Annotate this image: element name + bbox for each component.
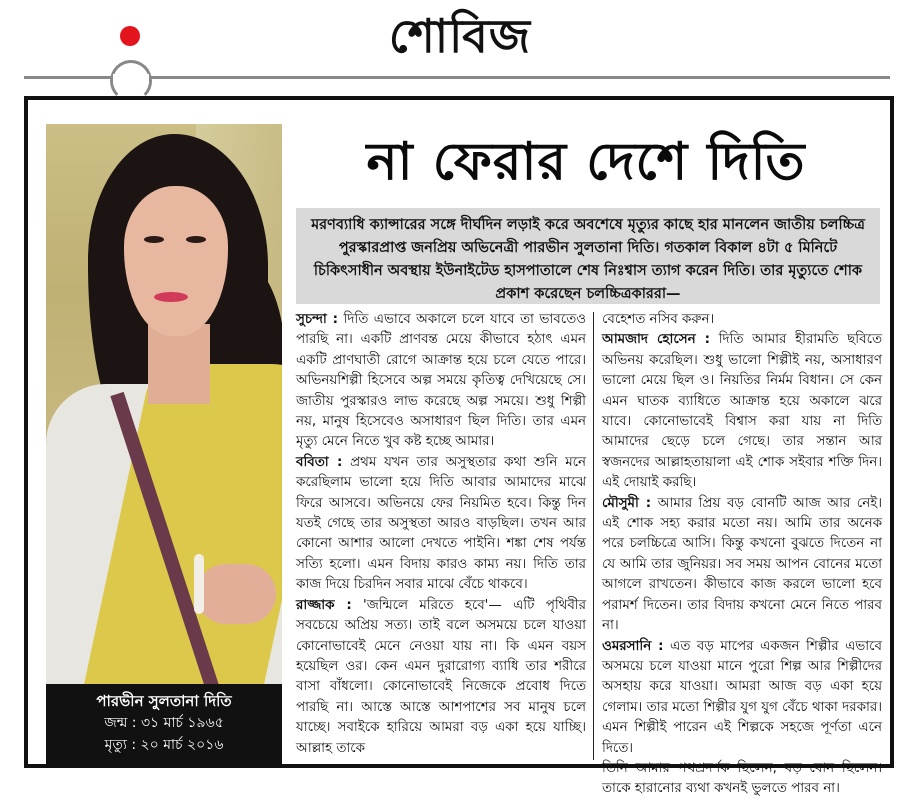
article-column-2 <box>602 310 882 800</box>
section-header <box>0 0 912 92</box>
quote-paragraph <box>602 759 882 800</box>
quote-text: বেহেশত নসিব করুন। <box>602 312 715 327</box>
quote-paragraph <box>602 494 882 637</box>
quote-text: দিতি এভাবে অকালে চলে যাবে তা ভাবতেও পারছি না। একটি প্রাণবন্ত মেয়ে কীভাবে হঠাৎ এমন একটি প্রাণঘাতী রোগে আক্রান্ত হয়ে চলে যেতে পারে। অভিনয়শিল্পী হিসেবে অল্প সময়ে কৃতিত্ব দেখিয়েছে সে। জাতীয় পুরস্কারও লাভ করেছে অল্প সময়ে। শুধু শিল্পী নয়, মানুষ হিসেবেও অসাধারণ ছিল দিতি। তার এমন মৃত্যু মেনে নিতে খুব কষ্ট হচ্ছে আমার। <box>296 312 587 450</box>
quote-text: তিনি আমার পথপ্রদর্শক ছিলেন, বড় বোন ছিলেন। তাকে হারানোর ব্যথা কখনই ভুলতে পারব না। <box>602 760 882 797</box>
quote-paragraph <box>602 637 882 759</box>
photo-caption <box>46 684 282 764</box>
red-dot-icon <box>120 26 140 46</box>
speaker-name: মৌসুমী : <box>602 495 652 511</box>
header-rule <box>24 76 890 79</box>
quote-text: প্রথম যখন তার অসুস্থতার কথা শুনি মনে করেছিলাম ভালো হয়ে দিতি আবার আমাদের মাঝে ফিরে আসবে। অভিনয়ে ফের নিয়মিত হবে। কিন্তু দিন যতই গেছে তার অসুস্থতা আরও বাড়ছিল। তখন আর কোনো আশার আলো দেখতে পাইনি। শঙ্কা শেষ পর্যন্ত সত্যি হলো। এমন বিদায় কারও কাম্য নয়। দিতি তার কাজ দিয়ে চিরদিন সবার মাঝে বেঁচে থাকবে। <box>296 454 586 593</box>
caption-name: পারভীন সুলতানা দিতি <box>96 692 232 710</box>
quote-paragraph <box>296 453 586 596</box>
speaker-name: আমজাদ হোসেন : <box>602 332 711 348</box>
article-intro: মরণব্যাধি ক্যান্সারের সঙ্গে দীর্ঘদিন লড়াই করে অবশেষে মৃত্যুর কাছে হার মানলেন জাতীয় চলচ্চিত্র পুরস্কারপ্রাপ্ত জনপ্রিয় অভিনেত্রী পারভীন সুলতানা দিতি। গতকাল বিকাল ৪টা ৫ মিনিটে চিকিৎসাধীন অবস্থায় ইউনাইটেড হাসপাতালে শেষ নিঃশ্বাস ত্যাগ করেন দিতি। তার মৃত্যুতে শোক প্রকাশ করেছেন চলচ্চিত্রকাররা— <box>296 208 880 304</box>
quote-text: দিতি আমার হীরামতি ছবিতে অভিনয় করেছিল। শুধু ভালো শিল্পীই নয়, অসাধারণ ভালো মেয়ে ছিল ও। নিয়তির নির্মম বিধান। সে কেন এমন ঘাতক ব্যাধিতে আক্রান্ত হয়ে অকালে ঝরে যাবে। কোনোভাবেই বিশ্বাস করা যায় না দিতি আমাদের ছেড়ে চলে গেছে। তার সন্তান আর স্বজনদের আল্লাহতায়ালা এই শোক সইবার শক্তি দিন। এই দোয়াই করছি। <box>602 332 882 491</box>
section-title: শোবিজ <box>388 9 532 63</box>
speaker-name: সুচন্দা : <box>296 312 338 327</box>
quote-paragraph <box>296 596 586 759</box>
article-column-1 <box>296 310 586 759</box>
quote-text: 'জন্মিলে মরিতে হবে'— এটি পৃথিবীর সবচেয়ে অপ্রিয় সত্য। তাই বলে অসময়ে চলে যাওয়া কোনোভাবেই মেনে নেওয়া যায় না। কি এমন বয়স হয়েছিল ওর। কেন এমন দুরারোগ্য ব্যাধি তার শরীরে বাসা বাঁধলো। কোনোভাবেই নিজেকে প্রবোধ দিতে পারছি না। আস্তে আস্তে আশপাশের সব মানুষ চলে যাচ্ছে। সবাইকে হারিয়ে আমরা বড় একা হয়ে যাচ্ছি। আল্লাহ তাকে <box>296 597 586 756</box>
speaker-name: ওমরসানি : <box>602 638 664 654</box>
speaker-name: ববিতা : <box>296 454 343 470</box>
quote-text: এত বড় মাপের একজন শিল্পীর এভাবে অসময়ে চলে যাওয়া মানে পুরো শিল্প আর শিল্পীদের অসহায় করে যাওয়া। আমরা আজ বড় একা হয়ে গেলাম। তার মতো শিল্পীর যুগ যুগ বেঁচে থাকা দরকার। এমন শিল্পীই পারেন এই শিল্পকে সহজে পূর্ণতা এনে দিতে। <box>602 638 882 756</box>
speaker-name: রাজ্জাক : <box>296 597 352 613</box>
portrait-photo <box>46 124 282 684</box>
caption-birth: জন্ম : ৩১ মার্চ ১৯৬৫ <box>104 715 224 731</box>
article-headline: না ফেরার দেশে দিতি <box>366 132 806 192</box>
quote-text: আমার প্রিয় বড় বোনটি আজ আর নেই। এই শোক সহ্য করার মতো নয়। আমি তার অনেক পরে চলচ্চিত্রে আসি। কিন্তু কখনো বুঝতে দিতেন না যে আমি তার জুনিয়র। সব সময় আপন বোনের মতো আগলে রাখতেন। কীভাবে কাজ করলে ভালো হবে পরামর্শ দিতেন। তার বিদায় কখনো মেনে নিতে পারব না। <box>602 495 882 634</box>
column-divider <box>593 312 594 760</box>
quote-paragraph <box>296 310 586 453</box>
quote-paragraph <box>602 310 882 330</box>
caption-death: মৃত্যু : ২০ মার্চ ২০১৬ <box>104 737 224 753</box>
quote-paragraph <box>602 330 882 493</box>
